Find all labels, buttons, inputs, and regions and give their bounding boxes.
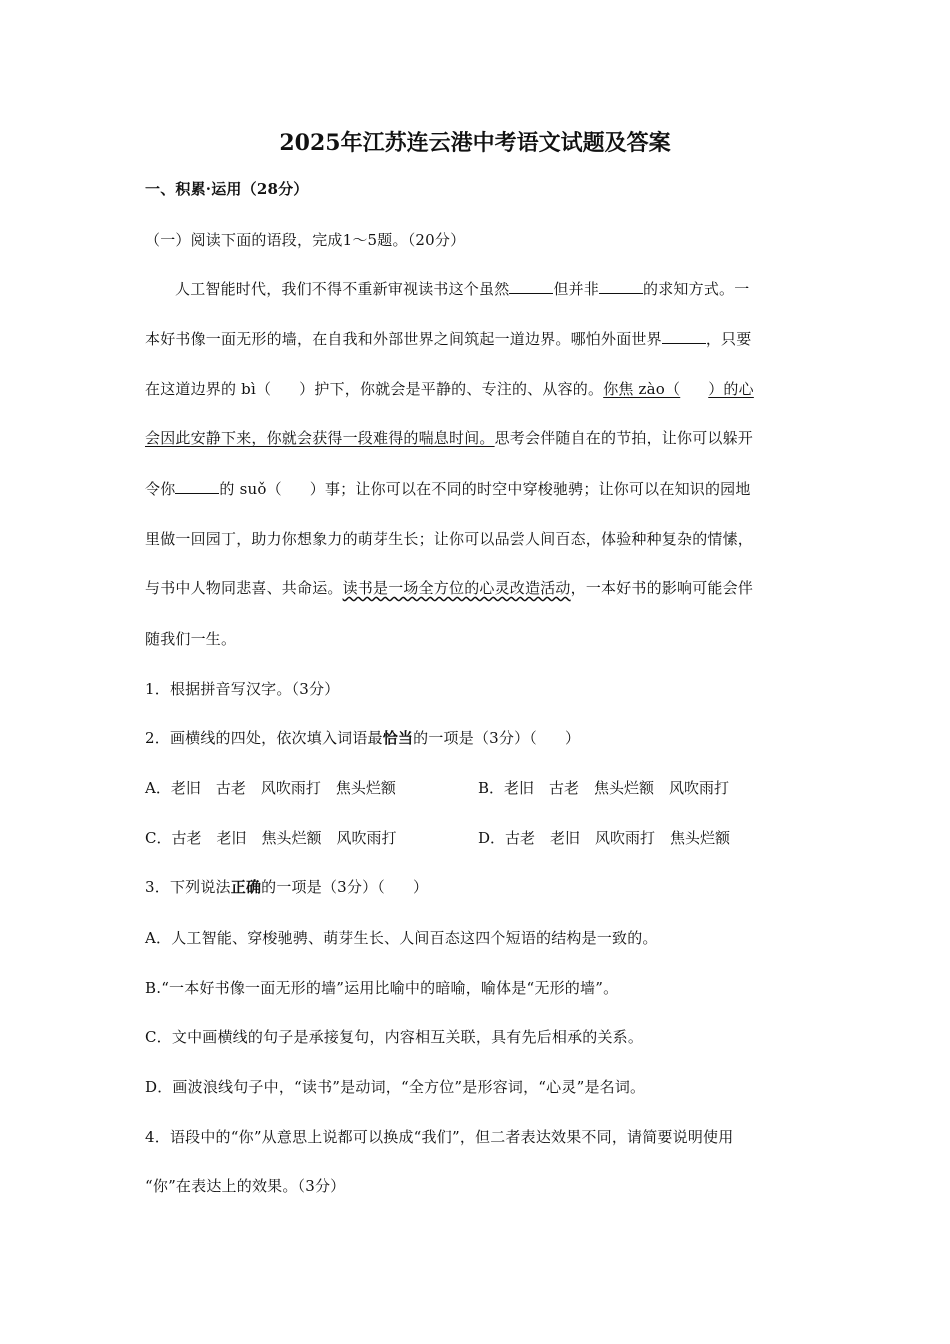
text: 3．下列说法 — [145, 878, 231, 896]
text: 你焦 zào（ — [603, 380, 681, 398]
blank-4 — [175, 479, 219, 494]
passage-line-3 — [145, 379, 810, 399]
question-1: 1．根据拼音写汉字。（3分） — [145, 680, 340, 698]
text: ，一本好书的影响可能会伴 — [570, 579, 754, 597]
text: 的一项是（3分）（ — [413, 729, 538, 747]
q3-option-a: A．人工智能、穿梭驰骋、萌芽生长、人间百态这四个短语的结构是一致的。 — [145, 929, 658, 947]
text: 在这道边界的 bì（ — [145, 380, 272, 398]
underlined-sentence: 会因此安静下来，你就会获得一段难得的喘息时间。 — [145, 429, 495, 447]
blank-3 — [662, 329, 706, 344]
text: 但并非 — [553, 280, 600, 298]
text: 的 suǒ（ — [219, 480, 282, 498]
underlined-sentence — [603, 380, 754, 398]
sub-heading: （一）阅读下面的语段，完成1～5题。（20分） — [145, 231, 466, 249]
text: ）护下，你就会是平静的、专注的、从容的。 — [299, 380, 604, 398]
passage-line-2 — [145, 329, 810, 349]
wavy-underlined-sentence: 读书是一场全方位的心灵改造活动 — [342, 579, 571, 597]
passage-line-4 — [145, 428, 810, 448]
emphasis: 恰当 — [382, 729, 414, 747]
passage-line-5 — [145, 479, 810, 499]
question-2 — [145, 728, 810, 748]
question-4-line-2: “你”在表达上的效果。（3分） — [145, 1177, 346, 1195]
page-title: 2025年江苏连云港中考语文试题及答案 — [279, 130, 671, 156]
text: 与书中人物同悲喜、共命运。 — [145, 579, 343, 597]
q2-option-d: D．古老 老旧 风吹雨打 焦头烂额 — [478, 829, 731, 847]
passage-line-6: 里做一回园丁，助力你想象力的萌芽生长；让你可以品尝人间百态，体验种种复杂的情愫， — [145, 530, 754, 548]
question-4-line-1: 4．语段中的“你”从意思上说都可以换成“我们”，但二者表达效果不同，请简要说明使用 — [145, 1128, 734, 1146]
text: 的一项是（3分）（ — [261, 878, 386, 896]
text: ，只要 — [705, 330, 752, 348]
text: ） — [413, 878, 429, 896]
text: 令你 — [145, 480, 176, 498]
text: 本好书像一面无形的墙，在自我和外部世界之间筑起一道边界。哪怕外面世界 — [145, 330, 662, 348]
section-heading: 一、积累·运用（28分） — [145, 180, 309, 198]
text: ）事；让你可以在不同的时空中穿梭驰骋；让你可以在知识的园地 — [309, 480, 751, 498]
text: ）的心 — [708, 380, 754, 398]
q3-option-b: B.“一本好书像一面无形的墙”运用比喻中的暗喻，喻体是“无形的墙”。 — [145, 979, 619, 997]
passage-line-7 — [145, 578, 810, 598]
text: 2．画横线的四处，依次填入词语最 — [145, 729, 383, 747]
passage-line-1 — [175, 279, 810, 299]
q2-option-b: B．老旧 古老 焦头烂额 风吹雨打 — [478, 779, 730, 797]
passage-line-8: 随我们一生。 — [145, 630, 237, 648]
q2-option-a: A．老旧 古老 风吹雨打 焦头烂额 — [145, 779, 396, 797]
text: ） — [565, 729, 581, 747]
question-3 — [145, 877, 810, 897]
q3-option-d: D．画波浪线句子中，“读书”是动词，“全方位”是形容词，“心灵”是名词。 — [145, 1078, 646, 1096]
text: 思考会伴随自在的节拍，让你可以躲开 — [494, 429, 754, 447]
text: 人工智能时代，我们不得不重新审视读书这个虽然 — [175, 280, 510, 298]
blank-1 — [509, 279, 553, 294]
emphasis: 正确 — [230, 878, 262, 896]
text: 的求知方式。一 — [643, 280, 750, 298]
q3-option-c: C．文中画横线的句子是承接复句，内容相互关联，具有先后相承的关系。 — [145, 1028, 644, 1046]
blank-2 — [599, 279, 643, 294]
q2-option-c: C．古老 老旧 焦头烂额 风吹雨打 — [145, 829, 397, 847]
